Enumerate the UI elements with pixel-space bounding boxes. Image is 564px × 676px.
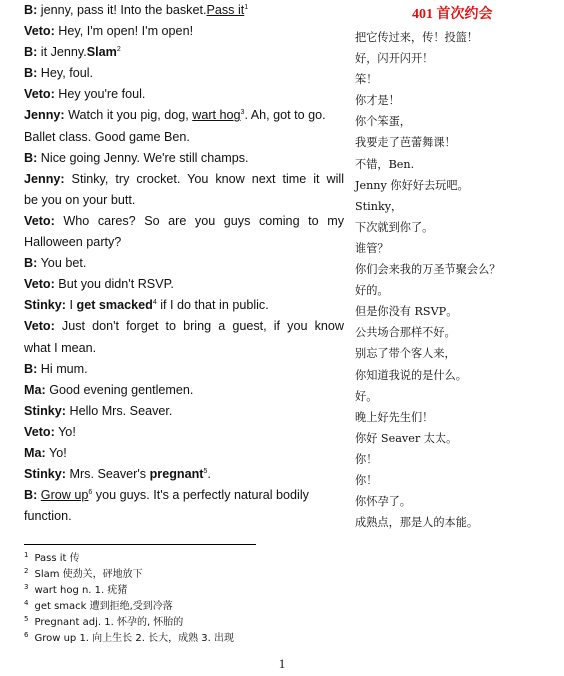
footnote-ref: 1: [244, 3, 249, 11]
dialogue-line: [24, 232, 344, 253]
dialogue-text: Watch it you pig, dog,: [64, 108, 193, 123]
dialogue-text: Hey, I'm open! I'm open!: [54, 24, 194, 39]
vocab-term: wart hog: [192, 108, 241, 123]
speaker-name: Veto:: [24, 87, 55, 102]
dialogue-text: Hey you're foul.: [54, 87, 146, 102]
dialogue-text: you guys. It's a perfectly natural bodily: [92, 488, 309, 503]
dialogue-text: You bet.: [37, 256, 87, 271]
dialogue-line: [24, 253, 344, 274]
dialogue-line: [24, 401, 344, 422]
dialogue-line: [24, 105, 344, 126]
page-number: 1: [278, 656, 286, 671]
speaker-name: B:: [24, 488, 38, 503]
translation-line: 公共场合那样不好。: [355, 326, 456, 340]
dialogue-text: Just don't forget to bring a guest, if you know: [54, 319, 344, 334]
footnote-item: [24, 567, 234, 583]
dialogue-text: Mrs. Seaver's: [66, 467, 150, 482]
speaker-name: Stinky:: [24, 403, 66, 418]
dialogue-line: [24, 84, 344, 105]
speaker-name: Veto:: [24, 277, 55, 292]
footnote-item: [24, 551, 234, 567]
footnote-number: 2: [24, 566, 29, 575]
dialogue-line: [24, 21, 344, 42]
speaker-name: Jenny:: [24, 171, 65, 186]
dialogue-line: [24, 169, 344, 190]
translation-line: 我要走了芭蕾舞课！: [355, 136, 456, 150]
speaker-name: B:: [24, 3, 38, 17]
speaker-name: Veto:: [24, 24, 55, 39]
footnote-text: get smack 遭到拒绝,受到冷落: [34, 601, 173, 612]
translation-line: 把它传过来，传！投篮！: [355, 31, 479, 44]
dialogue-text: Nice going Jenny. We're still champs.: [37, 150, 249, 165]
dialogue-text: Halloween party?: [24, 235, 122, 250]
footnote-ref: 4: [152, 299, 157, 307]
translation-line: 晚上好先生们！: [355, 410, 434, 424]
translation-line: 你！: [355, 473, 378, 487]
speaker-name: B:: [24, 45, 38, 60]
vocab-term: Slam: [86, 45, 117, 60]
dialogue-line: [24, 485, 344, 506]
speaker-name: B:: [24, 361, 38, 376]
dialogue-line: [24, 380, 344, 401]
footnote-item: [24, 631, 234, 647]
translation-line: 成熟点，那是人的本能。: [355, 516, 479, 530]
translation-line: 你个笨蛋，: [355, 115, 411, 129]
dialogue-text: be you on your butt.: [24, 192, 136, 207]
dialogue-text: jenny, pass it! Into the basket.: [37, 3, 207, 17]
speaker-name: Stinky:: [24, 298, 66, 313]
dialogue-text: function.: [24, 509, 72, 524]
dialogue-text: I: [66, 298, 77, 313]
speaker-name: B:: [24, 150, 38, 165]
dialogue-line: [24, 464, 344, 485]
speaker-name: Ma:: [24, 445, 46, 460]
vocab-term: Pass it: [206, 3, 245, 17]
speaker-name: Veto:: [24, 319, 55, 334]
translation-line: 你知道我说的是什么。: [355, 368, 467, 382]
translation-line: 但是你没有 RSVP。: [355, 305, 458, 319]
footnote-ref: 3: [240, 109, 245, 117]
vocab-term: Grow up: [40, 488, 89, 503]
translation-line: 你怀孕了。: [355, 495, 411, 509]
dialogue-text: . Ah, got to go.: [244, 108, 326, 123]
dialogue-text: Yo!: [54, 424, 76, 439]
speaker-name: Veto:: [24, 424, 55, 439]
chinese-translation: [355, 27, 555, 533]
dialogue-text: Yo!: [45, 445, 67, 460]
footnote-number: 4: [24, 598, 29, 607]
translation-line: Jenny 你好好去玩吧。: [355, 178, 469, 192]
episode-title: 401 首次约会: [412, 7, 493, 22]
dialogue-line: [24, 0, 344, 21]
dialogue-text: if I do that in public.: [156, 298, 269, 313]
dialogue-line: [24, 274, 344, 295]
footnote-text: wart hog n. 1. 疣猪: [34, 585, 128, 596]
footnotes: [24, 551, 234, 647]
dialogue-line: [24, 316, 344, 337]
footnote-ref: 2: [116, 46, 121, 53]
dialogue-line: [24, 338, 344, 359]
footnote-text: Grow up 1. 向上生长 2. 长大，成熟 3. 出现: [34, 633, 234, 644]
speaker-name: Ma:: [24, 382, 46, 397]
dialogue-line: [24, 127, 344, 148]
footnote-number: 5: [24, 614, 29, 623]
english-dialogue: [24, 0, 344, 527]
speaker-name: B:: [24, 256, 38, 271]
footnote-divider: [24, 544, 256, 545]
dialogue-line: [24, 42, 344, 63]
footnote-text: Slam 使劲关，砰地放下: [34, 569, 143, 580]
translation-line: 你！: [355, 452, 378, 466]
dialogue-line: [24, 211, 344, 232]
dialogue-text: But you didn't RSVP.: [54, 277, 174, 292]
dialogue-text: Hi mum.: [37, 361, 88, 376]
footnote-ref: 5: [203, 467, 208, 475]
footnote-ref: 6: [88, 488, 93, 496]
speaker-name: Stinky:: [24, 467, 66, 482]
translation-line: 笨！: [355, 73, 378, 87]
dialogue-text: Hey, foul.: [37, 66, 94, 81]
dialogue-line: [24, 422, 344, 443]
translation-line: 好。: [355, 389, 378, 403]
footnote-item: [24, 615, 234, 631]
footnote-item: [24, 583, 234, 599]
dialogue-line: [24, 63, 344, 84]
footnote-number: 1: [24, 550, 29, 559]
translation-line: 别忘了带个客人来，: [355, 347, 456, 361]
dialogue-text: Good evening gentlemen.: [45, 382, 194, 397]
translation-line: 你们会来我的万圣节聚会么？: [355, 263, 501, 277]
translation-line: 不错，Ben.: [355, 157, 415, 171]
translation-line: 你好 Seaver 太太。: [355, 431, 458, 445]
translation-line: 好的。: [355, 284, 389, 298]
dialogue-line: [24, 506, 344, 527]
translation-line: 好，闪开闪开！: [355, 52, 434, 66]
speaker-name: B:: [24, 66, 38, 81]
dialogue-line: [24, 190, 344, 211]
translation-line: 你才是！: [355, 94, 400, 108]
dialogue-line: [24, 148, 344, 169]
footnote-item: [24, 599, 234, 615]
footnote-number: 3: [24, 582, 29, 591]
speaker-name: Veto:: [24, 213, 55, 228]
dialogue-text: what I mean.: [24, 340, 97, 355]
dialogue-line: [24, 443, 344, 464]
dialogue-line: [24, 295, 344, 316]
footnote-number: 6: [24, 630, 29, 639]
dialogue-text: Who cares? So are you guys coming to my: [54, 213, 344, 228]
dialogue-text: Stinky, try crocket. You know next time it will: [64, 171, 344, 186]
footnote-text: Pass it 传: [34, 553, 80, 564]
translation-line: Stinky，: [355, 199, 403, 213]
dialogue-line: [24, 359, 344, 380]
dialogue-text: Hello Mrs. Seaver.: [66, 403, 173, 418]
dialogue-text: Ballet class. Good game Ben.: [24, 129, 190, 144]
footnote-text: Pregnant adj. 1. 怀孕的, 怀胎的: [34, 617, 184, 628]
dialogue-text: .: [207, 467, 211, 482]
dialogue-text: it Jenny.: [37, 45, 87, 60]
speaker-name: Jenny:: [24, 108, 65, 123]
vocab-term: get smacked: [76, 298, 153, 313]
translation-line: 下次就到你了。: [355, 220, 434, 234]
vocab-term: pregnant: [149, 467, 204, 482]
translation-line: 谁管？: [355, 241, 389, 255]
